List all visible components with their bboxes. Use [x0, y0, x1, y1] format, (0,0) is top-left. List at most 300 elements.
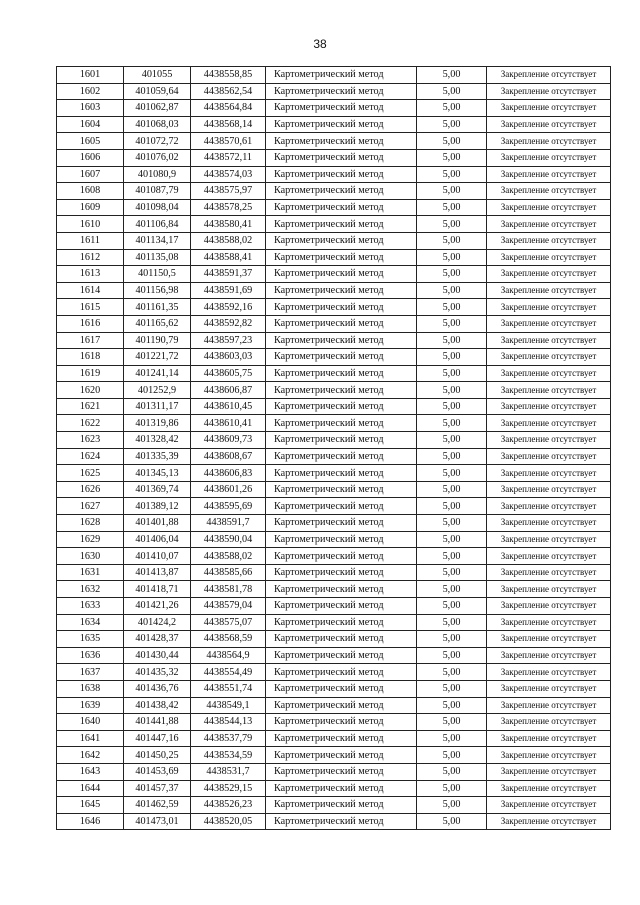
accuracy-cell: 5,00	[417, 730, 487, 747]
y-coordinate-cell: 4438544,13	[191, 714, 266, 731]
method-cell: Картометрический метод	[266, 465, 417, 482]
method-cell: Картометрический метод	[266, 216, 417, 233]
x-coordinate-cell: 401421,26	[124, 598, 191, 615]
x-coordinate-cell: 401457,37	[124, 780, 191, 797]
x-coordinate-cell: 401135,08	[124, 249, 191, 266]
method-cell: Картометрический метод	[266, 332, 417, 349]
method-cell: Картометрический метод	[266, 515, 417, 532]
method-cell: Картометрический метод	[266, 83, 417, 100]
x-coordinate-cell: 401447,16	[124, 730, 191, 747]
table-row	[57, 149, 611, 166]
fixing-note-cell: Закрепление отсутствует	[487, 614, 611, 631]
table-row	[57, 680, 611, 697]
table-row	[57, 548, 611, 565]
fixing-note-cell: Закрепление отсутствует	[487, 83, 611, 100]
x-coordinate-cell: 401389,12	[124, 498, 191, 515]
y-coordinate-cell: 4438597,23	[191, 332, 266, 349]
method-cell: Картометрический метод	[266, 315, 417, 332]
fixing-note-cell: Закрепление отсутствует	[487, 730, 611, 747]
x-coordinate-cell: 401410,07	[124, 548, 191, 565]
point-number-cell: 1633	[57, 598, 124, 615]
accuracy-cell: 5,00	[417, 564, 487, 581]
fixing-note-cell: Закрепление отсутствует	[487, 299, 611, 316]
point-number-cell: 1643	[57, 763, 124, 780]
table-row	[57, 581, 611, 598]
table-row	[57, 481, 611, 498]
method-cell: Картометрический метод	[266, 714, 417, 731]
y-coordinate-cell: 4438575,97	[191, 183, 266, 200]
fixing-note-cell: Закрепление отсутствует	[487, 166, 611, 183]
accuracy-cell: 5,00	[417, 398, 487, 415]
x-coordinate-cell: 401335,39	[124, 448, 191, 465]
x-coordinate-cell: 401076,02	[124, 149, 191, 166]
point-number-cell: 1637	[57, 664, 124, 681]
accuracy-cell: 5,00	[417, 199, 487, 216]
x-coordinate-cell: 401401,88	[124, 515, 191, 532]
fixing-note-cell: Закрепление отсутствует	[487, 216, 611, 233]
method-cell: Картометрический метод	[266, 664, 417, 681]
fixing-note-cell: Закрепление отсутствует	[487, 498, 611, 515]
y-coordinate-cell: 4438601,26	[191, 481, 266, 498]
point-number-cell: 1608	[57, 183, 124, 200]
fixing-note-cell: Закрепление отсутствует	[487, 714, 611, 731]
table-row	[57, 382, 611, 399]
y-coordinate-cell: 4438534,59	[191, 747, 266, 764]
y-coordinate-cell: 4438574,03	[191, 166, 266, 183]
fixing-note-cell: Закрепление отсутствует	[487, 448, 611, 465]
accuracy-cell: 5,00	[417, 481, 487, 498]
method-cell: Картометрический метод	[266, 780, 417, 797]
method-cell: Картометрический метод	[266, 647, 417, 664]
x-coordinate-cell: 401062,87	[124, 100, 191, 117]
method-cell: Картометрический метод	[266, 813, 417, 830]
x-coordinate-cell: 401055	[124, 67, 191, 84]
fixing-note-cell: Закрепление отсутствует	[487, 116, 611, 133]
x-coordinate-cell: 401473,01	[124, 813, 191, 830]
method-cell: Картометрический метод	[266, 763, 417, 780]
y-coordinate-cell: 4438606,87	[191, 382, 266, 399]
accuracy-cell: 5,00	[417, 315, 487, 332]
table-row	[57, 100, 611, 117]
y-coordinate-cell: 4438579,04	[191, 598, 266, 615]
x-coordinate-cell: 401087,79	[124, 183, 191, 200]
x-coordinate-cell: 401059,64	[124, 83, 191, 100]
y-coordinate-cell: 4438591,69	[191, 282, 266, 299]
x-coordinate-cell: 401441,88	[124, 714, 191, 731]
y-coordinate-cell: 4438568,14	[191, 116, 266, 133]
point-number-cell: 1638	[57, 680, 124, 697]
x-coordinate-cell: 401462,59	[124, 797, 191, 814]
table-row	[57, 631, 611, 648]
x-coordinate-cell: 401165,62	[124, 315, 191, 332]
point-number-cell: 1628	[57, 515, 124, 532]
accuracy-cell: 5,00	[417, 581, 487, 598]
x-coordinate-cell: 401252,9	[124, 382, 191, 399]
method-cell: Картометрический метод	[266, 797, 417, 814]
point-number-cell: 1602	[57, 83, 124, 100]
point-number-cell: 1621	[57, 398, 124, 415]
method-cell: Картометрический метод	[266, 67, 417, 84]
table-row	[57, 448, 611, 465]
y-coordinate-cell: 4438595,69	[191, 498, 266, 515]
point-number-cell: 1629	[57, 531, 124, 548]
point-number-cell: 1609	[57, 199, 124, 216]
y-coordinate-cell: 4438578,25	[191, 199, 266, 216]
accuracy-cell: 5,00	[417, 548, 487, 565]
accuracy-cell: 5,00	[417, 813, 487, 830]
method-cell: Картометрический метод	[266, 133, 417, 150]
fixing-note-cell: Закрепление отсутствует	[487, 780, 611, 797]
y-coordinate-cell: 4438588,02	[191, 548, 266, 565]
accuracy-cell: 5,00	[417, 332, 487, 349]
table-row	[57, 598, 611, 615]
point-number-cell: 1610	[57, 216, 124, 233]
method-cell: Картометрический метод	[266, 398, 417, 415]
method-cell: Картометрический метод	[266, 548, 417, 565]
x-coordinate-cell: 401190,79	[124, 332, 191, 349]
accuracy-cell: 5,00	[417, 614, 487, 631]
point-number-cell: 1614	[57, 282, 124, 299]
table-row	[57, 813, 611, 830]
table-row	[57, 730, 611, 747]
y-coordinate-cell: 4438608,67	[191, 448, 266, 465]
fixing-note-cell: Закрепление отсутствует	[487, 282, 611, 299]
point-number-cell: 1623	[57, 432, 124, 449]
point-number-cell: 1603	[57, 100, 124, 117]
fixing-note-cell: Закрепление отсутствует	[487, 581, 611, 598]
fixing-note-cell: Закрепление отсутствует	[487, 598, 611, 615]
table-row	[57, 216, 611, 233]
table-row	[57, 415, 611, 432]
y-coordinate-cell: 4438520,05	[191, 813, 266, 830]
point-number-cell: 1636	[57, 647, 124, 664]
point-number-cell: 1612	[57, 249, 124, 266]
y-coordinate-cell: 4438606,83	[191, 465, 266, 482]
table-row	[57, 697, 611, 714]
y-coordinate-cell: 4438554,49	[191, 664, 266, 681]
y-coordinate-cell: 4438564,9	[191, 647, 266, 664]
accuracy-cell: 5,00	[417, 697, 487, 714]
y-coordinate-cell: 4438575,07	[191, 614, 266, 631]
fixing-note-cell: Закрепление отсутствует	[487, 664, 611, 681]
table-row	[57, 398, 611, 415]
accuracy-cell: 5,00	[417, 465, 487, 482]
table-row	[57, 564, 611, 581]
point-number-cell: 1615	[57, 299, 124, 316]
accuracy-cell: 5,00	[417, 232, 487, 249]
accuracy-cell: 5,00	[417, 166, 487, 183]
accuracy-cell: 5,00	[417, 382, 487, 399]
fixing-note-cell: Закрепление отсутствует	[487, 432, 611, 449]
x-coordinate-cell: 401106,84	[124, 216, 191, 233]
accuracy-cell: 5,00	[417, 763, 487, 780]
accuracy-cell: 5,00	[417, 67, 487, 84]
fixing-note-cell: Закрепление отсутствует	[487, 531, 611, 548]
fixing-note-cell: Закрепление отсутствует	[487, 548, 611, 565]
table-row	[57, 67, 611, 84]
table-row	[57, 116, 611, 133]
accuracy-cell: 5,00	[417, 498, 487, 515]
fixing-note-cell: Закрепление отсутствует	[487, 415, 611, 432]
accuracy-cell: 5,00	[417, 531, 487, 548]
y-coordinate-cell: 4438590,04	[191, 531, 266, 548]
fixing-note-cell: Закрепление отсутствует	[487, 365, 611, 382]
fixing-note-cell: Закрепление отсутствует	[487, 647, 611, 664]
y-coordinate-cell: 4438605,75	[191, 365, 266, 382]
x-coordinate-cell: 401428,37	[124, 631, 191, 648]
table-row	[57, 183, 611, 200]
fixing-note-cell: Закрепление отсутствует	[487, 315, 611, 332]
y-coordinate-cell: 4438531,7	[191, 763, 266, 780]
accuracy-cell: 5,00	[417, 647, 487, 664]
table-row	[57, 232, 611, 249]
table-row	[57, 349, 611, 366]
table-row	[57, 282, 611, 299]
x-coordinate-cell: 401438,42	[124, 697, 191, 714]
x-coordinate-cell: 401161,35	[124, 299, 191, 316]
point-number-cell: 1626	[57, 481, 124, 498]
point-number-cell: 1646	[57, 813, 124, 830]
y-coordinate-cell: 4438585,66	[191, 564, 266, 581]
point-number-cell: 1639	[57, 697, 124, 714]
x-coordinate-cell: 401406,04	[124, 531, 191, 548]
y-coordinate-cell: 4438592,16	[191, 299, 266, 316]
fixing-note-cell: Закрепление отсутствует	[487, 149, 611, 166]
x-coordinate-cell: 401345,13	[124, 465, 191, 482]
point-number-cell: 1606	[57, 149, 124, 166]
accuracy-cell: 5,00	[417, 680, 487, 697]
accuracy-cell: 5,00	[417, 448, 487, 465]
y-coordinate-cell: 4438609,73	[191, 432, 266, 449]
fixing-note-cell: Закрепление отсутствует	[487, 680, 611, 697]
method-cell: Картометрический метод	[266, 116, 417, 133]
table-row	[57, 332, 611, 349]
accuracy-cell: 5,00	[417, 266, 487, 283]
y-coordinate-cell: 4438526,23	[191, 797, 266, 814]
method-cell: Картометрический метод	[266, 266, 417, 283]
fixing-note-cell: Закрепление отсутствует	[487, 183, 611, 200]
point-number-cell: 1645	[57, 797, 124, 814]
table-row	[57, 299, 611, 316]
x-coordinate-cell: 401134,17	[124, 232, 191, 249]
accuracy-cell: 5,00	[417, 133, 487, 150]
point-number-cell: 1631	[57, 564, 124, 581]
accuracy-cell: 5,00	[417, 149, 487, 166]
point-number-cell: 1604	[57, 116, 124, 133]
accuracy-cell: 5,00	[417, 432, 487, 449]
x-coordinate-cell: 401068,03	[124, 116, 191, 133]
y-coordinate-cell: 4438588,41	[191, 249, 266, 266]
method-cell: Картометрический метод	[266, 598, 417, 615]
accuracy-cell: 5,00	[417, 780, 487, 797]
fixing-note-cell: Закрепление отсутствует	[487, 631, 611, 648]
fixing-note-cell: Закрепление отсутствует	[487, 465, 611, 482]
point-number-cell: 1624	[57, 448, 124, 465]
accuracy-cell: 5,00	[417, 664, 487, 681]
accuracy-cell: 5,00	[417, 282, 487, 299]
fixing-note-cell: Закрепление отсутствует	[487, 266, 611, 283]
point-number-cell: 1627	[57, 498, 124, 515]
method-cell: Картометрический метод	[266, 448, 417, 465]
table-row	[57, 747, 611, 764]
y-coordinate-cell: 4438558,85	[191, 67, 266, 84]
table-row	[57, 780, 611, 797]
fixing-note-cell: Закрепление отсутствует	[487, 813, 611, 830]
y-coordinate-cell: 4438591,37	[191, 266, 266, 283]
fixing-note-cell: Закрепление отсутствует	[487, 797, 611, 814]
fixing-note-cell: Закрепление отсутствует	[487, 100, 611, 117]
x-coordinate-cell: 401072,72	[124, 133, 191, 150]
x-coordinate-cell: 401098,04	[124, 199, 191, 216]
method-cell: Картометрический метод	[266, 100, 417, 117]
coordinates-table-body	[57, 67, 611, 830]
fixing-note-cell: Закрепление отсутствует	[487, 481, 611, 498]
x-coordinate-cell: 401311,17	[124, 398, 191, 415]
table-row	[57, 315, 611, 332]
accuracy-cell: 5,00	[417, 631, 487, 648]
x-coordinate-cell: 401450,25	[124, 747, 191, 764]
fixing-note-cell: Закрепление отсутствует	[487, 249, 611, 266]
method-cell: Картометрический метод	[266, 581, 417, 598]
method-cell: Картометрический метод	[266, 365, 417, 382]
point-number-cell: 1619	[57, 365, 124, 382]
table-row	[57, 664, 611, 681]
fixing-note-cell: Закрепление отсутствует	[487, 564, 611, 581]
point-number-cell: 1625	[57, 465, 124, 482]
accuracy-cell: 5,00	[417, 365, 487, 382]
method-cell: Картометрический метод	[266, 382, 417, 399]
point-number-cell: 1635	[57, 631, 124, 648]
accuracy-cell: 5,00	[417, 100, 487, 117]
x-coordinate-cell: 401080,9	[124, 166, 191, 183]
x-coordinate-cell: 401413,87	[124, 564, 191, 581]
page-number: 38	[313, 37, 327, 51]
accuracy-cell: 5,00	[417, 349, 487, 366]
x-coordinate-cell: 401435,32	[124, 664, 191, 681]
y-coordinate-cell: 4438588,02	[191, 232, 266, 249]
point-number-cell: 1607	[57, 166, 124, 183]
point-number-cell: 1640	[57, 714, 124, 731]
method-cell: Картометрический метод	[266, 481, 417, 498]
y-coordinate-cell: 4438581,78	[191, 581, 266, 598]
fixing-note-cell: Закрепление отсутствует	[487, 763, 611, 780]
x-coordinate-cell: 401319,86	[124, 415, 191, 432]
table-row	[57, 647, 611, 664]
x-coordinate-cell: 401221,72	[124, 349, 191, 366]
point-number-cell: 1613	[57, 266, 124, 283]
point-number-cell: 1622	[57, 415, 124, 432]
table-row	[57, 365, 611, 382]
table-row	[57, 166, 611, 183]
x-coordinate-cell: 401424,2	[124, 614, 191, 631]
method-cell: Картометрический метод	[266, 564, 417, 581]
accuracy-cell: 5,00	[417, 249, 487, 266]
table-row	[57, 266, 611, 283]
y-coordinate-cell: 4438551,74	[191, 680, 266, 697]
table-row	[57, 83, 611, 100]
x-coordinate-cell: 401150,5	[124, 266, 191, 283]
y-coordinate-cell: 4438529,15	[191, 780, 266, 797]
table-row	[57, 614, 611, 631]
y-coordinate-cell: 4438591,7	[191, 515, 266, 532]
method-cell: Картометрический метод	[266, 232, 417, 249]
table-row	[57, 498, 611, 515]
method-cell: Картометрический метод	[266, 747, 417, 764]
method-cell: Картометрический метод	[266, 432, 417, 449]
fixing-note-cell: Закрепление отсутствует	[487, 747, 611, 764]
table-row	[57, 199, 611, 216]
fixing-note-cell: Закрепление отсутствует	[487, 515, 611, 532]
method-cell: Картометрический метод	[266, 730, 417, 747]
fixing-note-cell: Закрепление отсутствует	[487, 199, 611, 216]
fixing-note-cell: Закрепление отсутствует	[487, 382, 611, 399]
y-coordinate-cell: 4438610,45	[191, 398, 266, 415]
x-coordinate-cell: 401156,98	[124, 282, 191, 299]
fixing-note-cell: Закрепление отсутствует	[487, 398, 611, 415]
table-row	[57, 515, 611, 532]
x-coordinate-cell: 401369,74	[124, 481, 191, 498]
method-cell: Картометрический метод	[266, 531, 417, 548]
point-number-cell: 1617	[57, 332, 124, 349]
table-row	[57, 714, 611, 731]
method-cell: Картометрический метод	[266, 415, 417, 432]
y-coordinate-cell: 4438570,61	[191, 133, 266, 150]
accuracy-cell: 5,00	[417, 116, 487, 133]
table-row	[57, 432, 611, 449]
point-number-cell: 1634	[57, 614, 124, 631]
method-cell: Картометрический метод	[266, 199, 417, 216]
x-coordinate-cell: 401453,69	[124, 763, 191, 780]
accuracy-cell: 5,00	[417, 515, 487, 532]
point-number-cell: 1630	[57, 548, 124, 565]
point-number-cell: 1618	[57, 349, 124, 366]
table-row	[57, 465, 611, 482]
method-cell: Картометрический метод	[266, 149, 417, 166]
method-cell: Картометрический метод	[266, 697, 417, 714]
fixing-note-cell: Закрепление отсутствует	[487, 349, 611, 366]
point-number-cell: 1601	[57, 67, 124, 84]
fixing-note-cell: Закрепление отсутствует	[487, 232, 611, 249]
y-coordinate-cell: 4438549,1	[191, 697, 266, 714]
y-coordinate-cell: 4438564,84	[191, 100, 266, 117]
fixing-note-cell: Закрепление отсутствует	[487, 697, 611, 714]
table-row	[57, 531, 611, 548]
method-cell: Картометрический метод	[266, 680, 417, 697]
y-coordinate-cell: 4438603,03	[191, 349, 266, 366]
y-coordinate-cell: 4438592,82	[191, 315, 266, 332]
point-number-cell: 1642	[57, 747, 124, 764]
fixing-note-cell: Закрепление отсутствует	[487, 332, 611, 349]
accuracy-cell: 5,00	[417, 183, 487, 200]
x-coordinate-cell: 401328,42	[124, 432, 191, 449]
accuracy-cell: 5,00	[417, 598, 487, 615]
y-coordinate-cell: 4438580,41	[191, 216, 266, 233]
y-coordinate-cell: 4438610,41	[191, 415, 266, 432]
accuracy-cell: 5,00	[417, 714, 487, 731]
method-cell: Картометрический метод	[266, 299, 417, 316]
table-row	[57, 249, 611, 266]
accuracy-cell: 5,00	[417, 299, 487, 316]
point-number-cell: 1641	[57, 730, 124, 747]
x-coordinate-cell: 401241,14	[124, 365, 191, 382]
y-coordinate-cell: 4438572,11	[191, 149, 266, 166]
table-row	[57, 763, 611, 780]
table-row	[57, 133, 611, 150]
point-number-cell: 1616	[57, 315, 124, 332]
x-coordinate-cell: 401418,71	[124, 581, 191, 598]
point-number-cell: 1644	[57, 780, 124, 797]
fixing-note-cell: Закрепление отсутствует	[487, 133, 611, 150]
